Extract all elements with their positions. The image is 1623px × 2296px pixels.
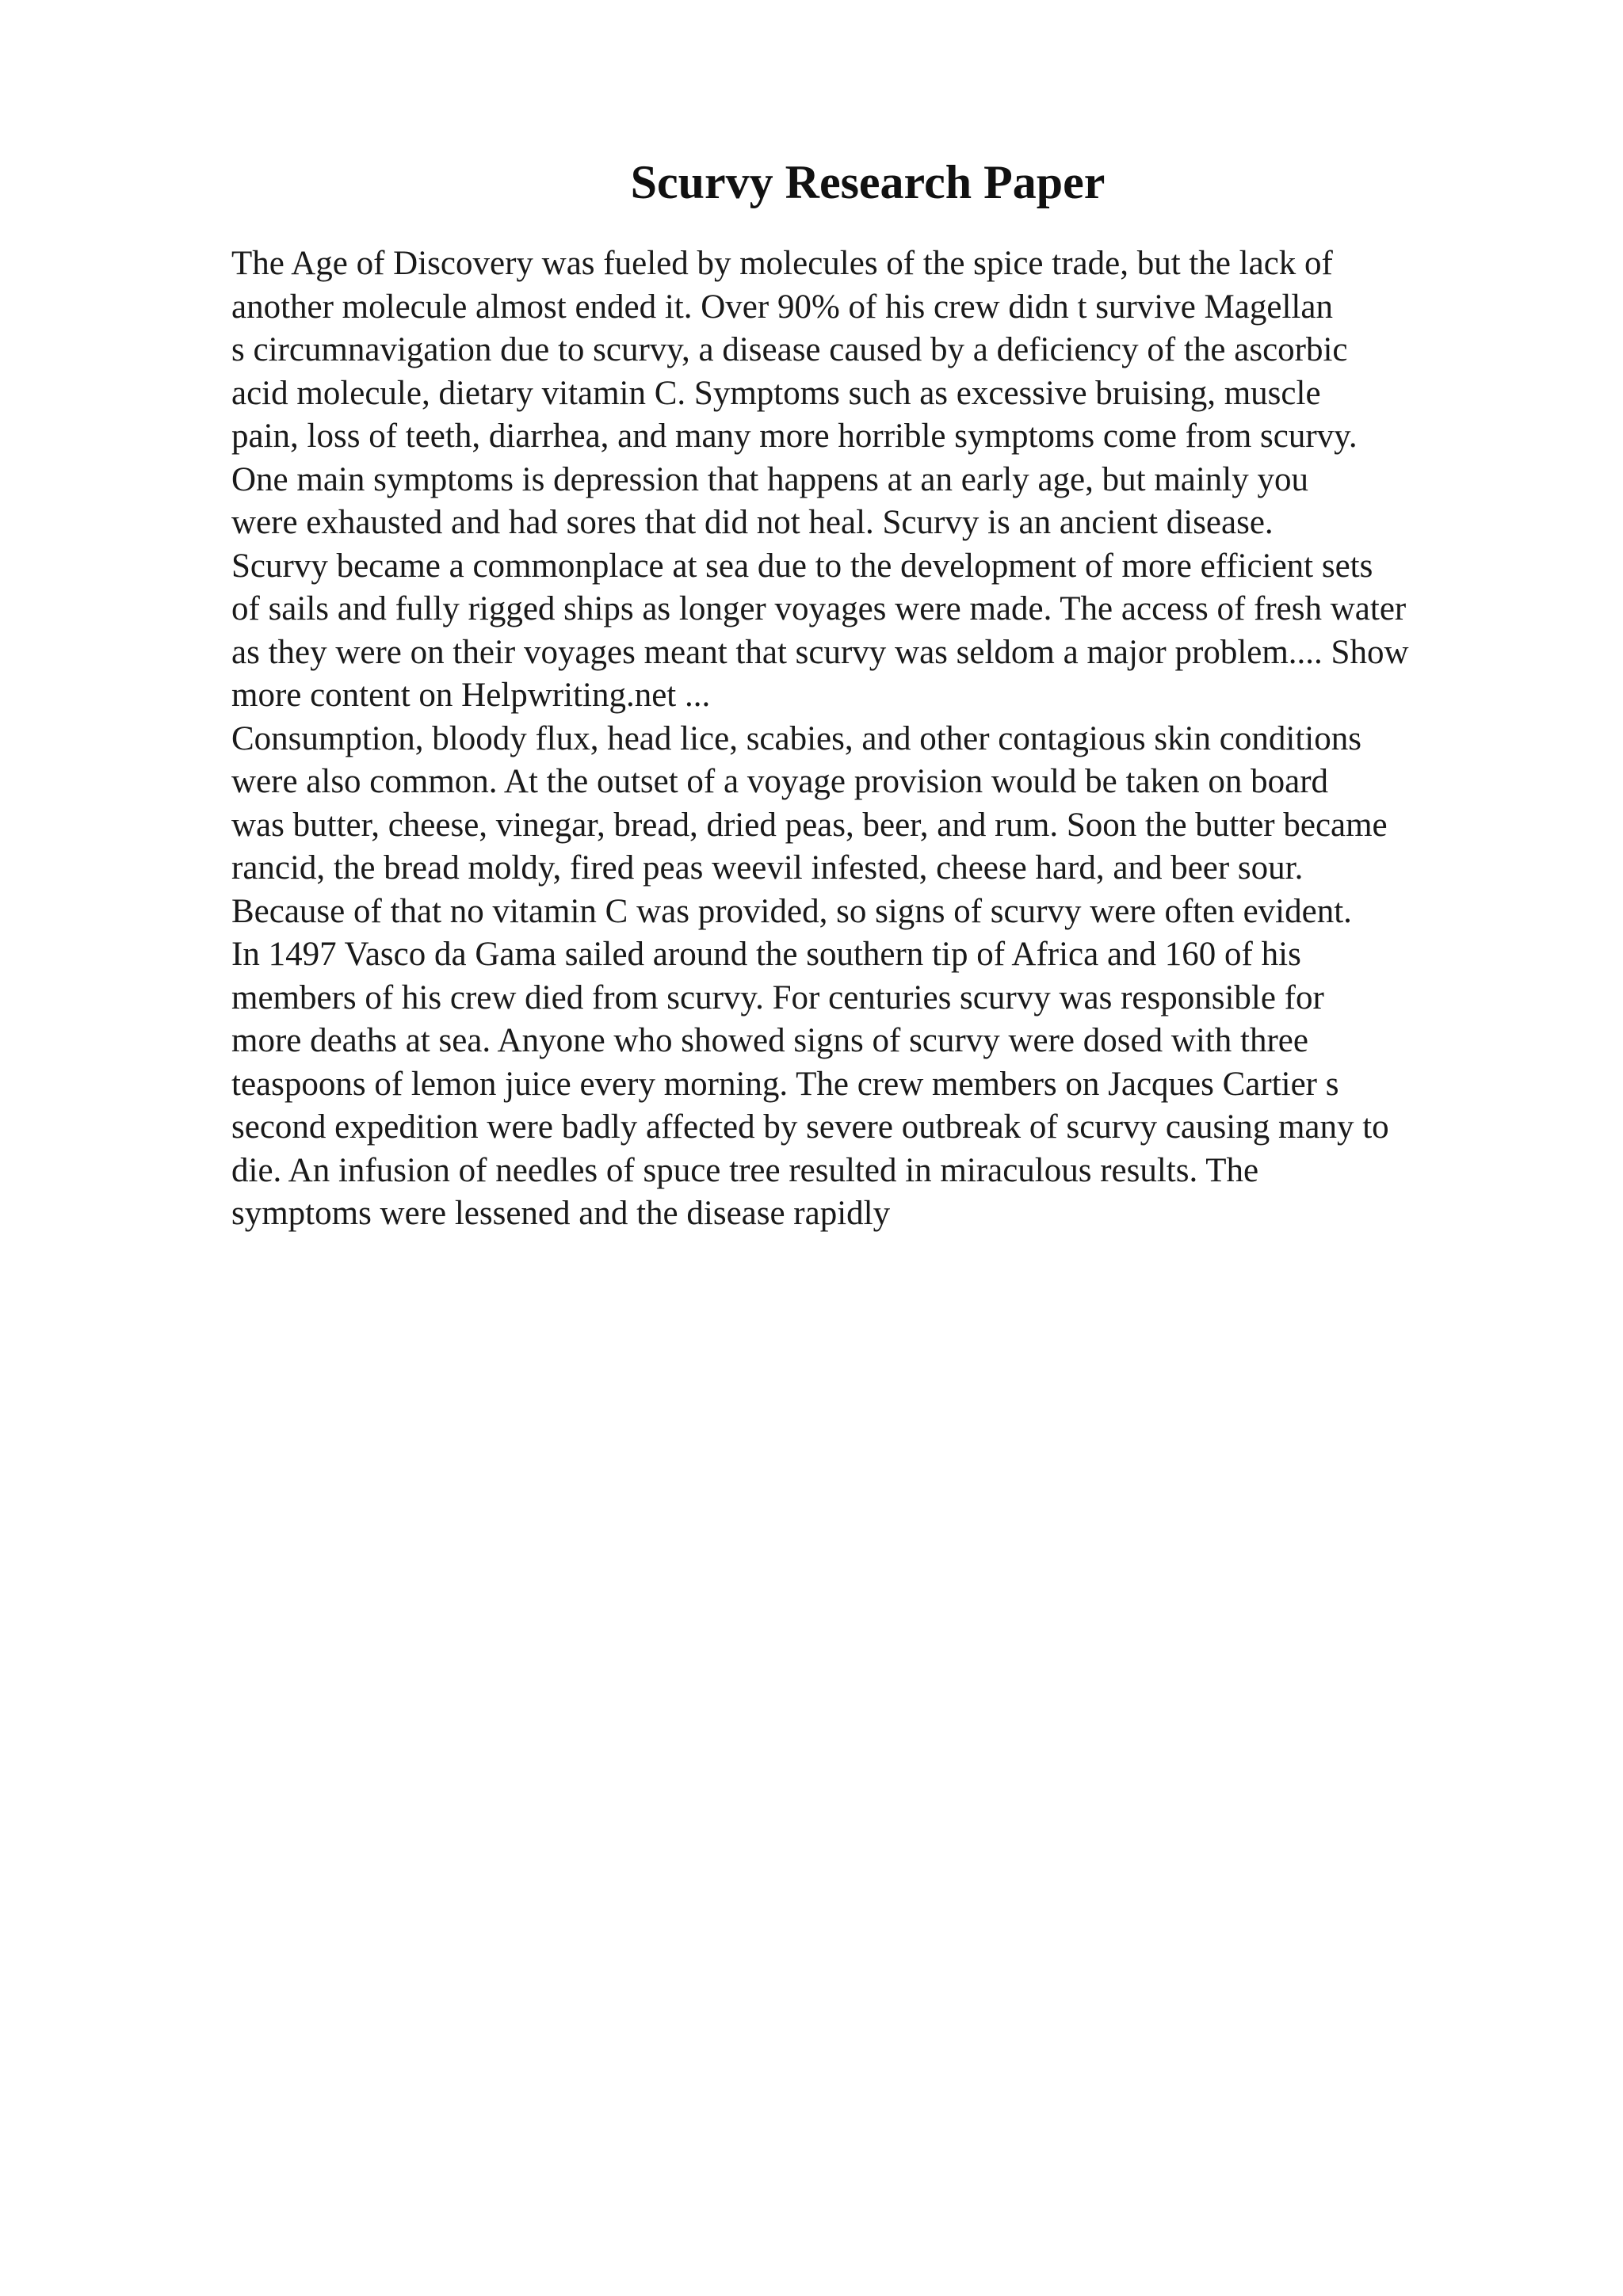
document-title: Scurvy Research Paper [630,156,1106,208]
text-line: second expedition were badly affected by severe outbreak of scurvy causing many to [231,1108,1389,1146]
text-line: acid molecule, dietary vitamin C. Symptoms such as excessive bruising, muscle [231,374,1321,412]
text-line: was butter, cheese, vinegar, bread, dried peas, beer, and rum. Soon the butter became [231,806,1388,844]
text-line: of sails and fully rigged ships as longer voyages were made. The access of fresh water [231,590,1407,627]
text-line: pain, loss of teeth, diarrhea, and many more horrible symptoms come from scurvy. [231,418,1358,455]
text-line: another molecule almost ended it. Over 90% of his crew didn t survive Magellan [231,288,1333,326]
text-line: die. An infusion of needles of spuce tree resulted in miraculous results. The [231,1151,1259,1189]
text-line: Scurvy became a commonplace at sea due to the development of more efficient sets [231,547,1373,585]
text-line: Because of that no vitamin C was provided, so signs of scurvy were often evident. [231,892,1352,930]
text-line: members of his crew died from scurvy. For centuries scurvy was responsible for [231,978,1324,1016]
text-line: more deaths at sea. Anyone who showed signs of scurvy were dosed with three [231,1022,1308,1059]
text-line: more content on Helpwriting.net ... [231,677,711,714]
text-line: symptoms were lessened and the disease rapidly [231,1195,891,1232]
text-line: as they were on their voyages meant that scurvy was seldom a major problem.... Show [231,633,1409,671]
text-line: Consumption, bloody flux, head lice, scabies, and other contagious skin conditions [231,719,1361,757]
text-line: The Age of Discovery was fueled by molecules of the spice trade, but the lack of [231,245,1333,282]
text-line: teaspoons of lemon juice every morning. The crew members on Jacques Cartier s [231,1065,1339,1103]
text-line: were also common. At the outset of a voyage provision would be taken on board [231,763,1329,800]
text-line: One main symptoms is depression that happens at an early age, but mainly you [231,460,1308,498]
text-line: rancid, the bread moldy, fired peas weevil infested, cheese hard, and beer sour. [231,849,1304,887]
document-body [231,242,1547,1236]
text-line: s circumnavigation due to scurvy, a disease caused by a deficiency of the ascorbic [231,331,1348,368]
text-line: In 1497 Vasco da Gama sailed around the southern tip of Africa and 160 of his [231,936,1301,973]
text-line: were exhausted and had sores that did not heal. Scurvy is an ancient disease. [231,504,1274,541]
